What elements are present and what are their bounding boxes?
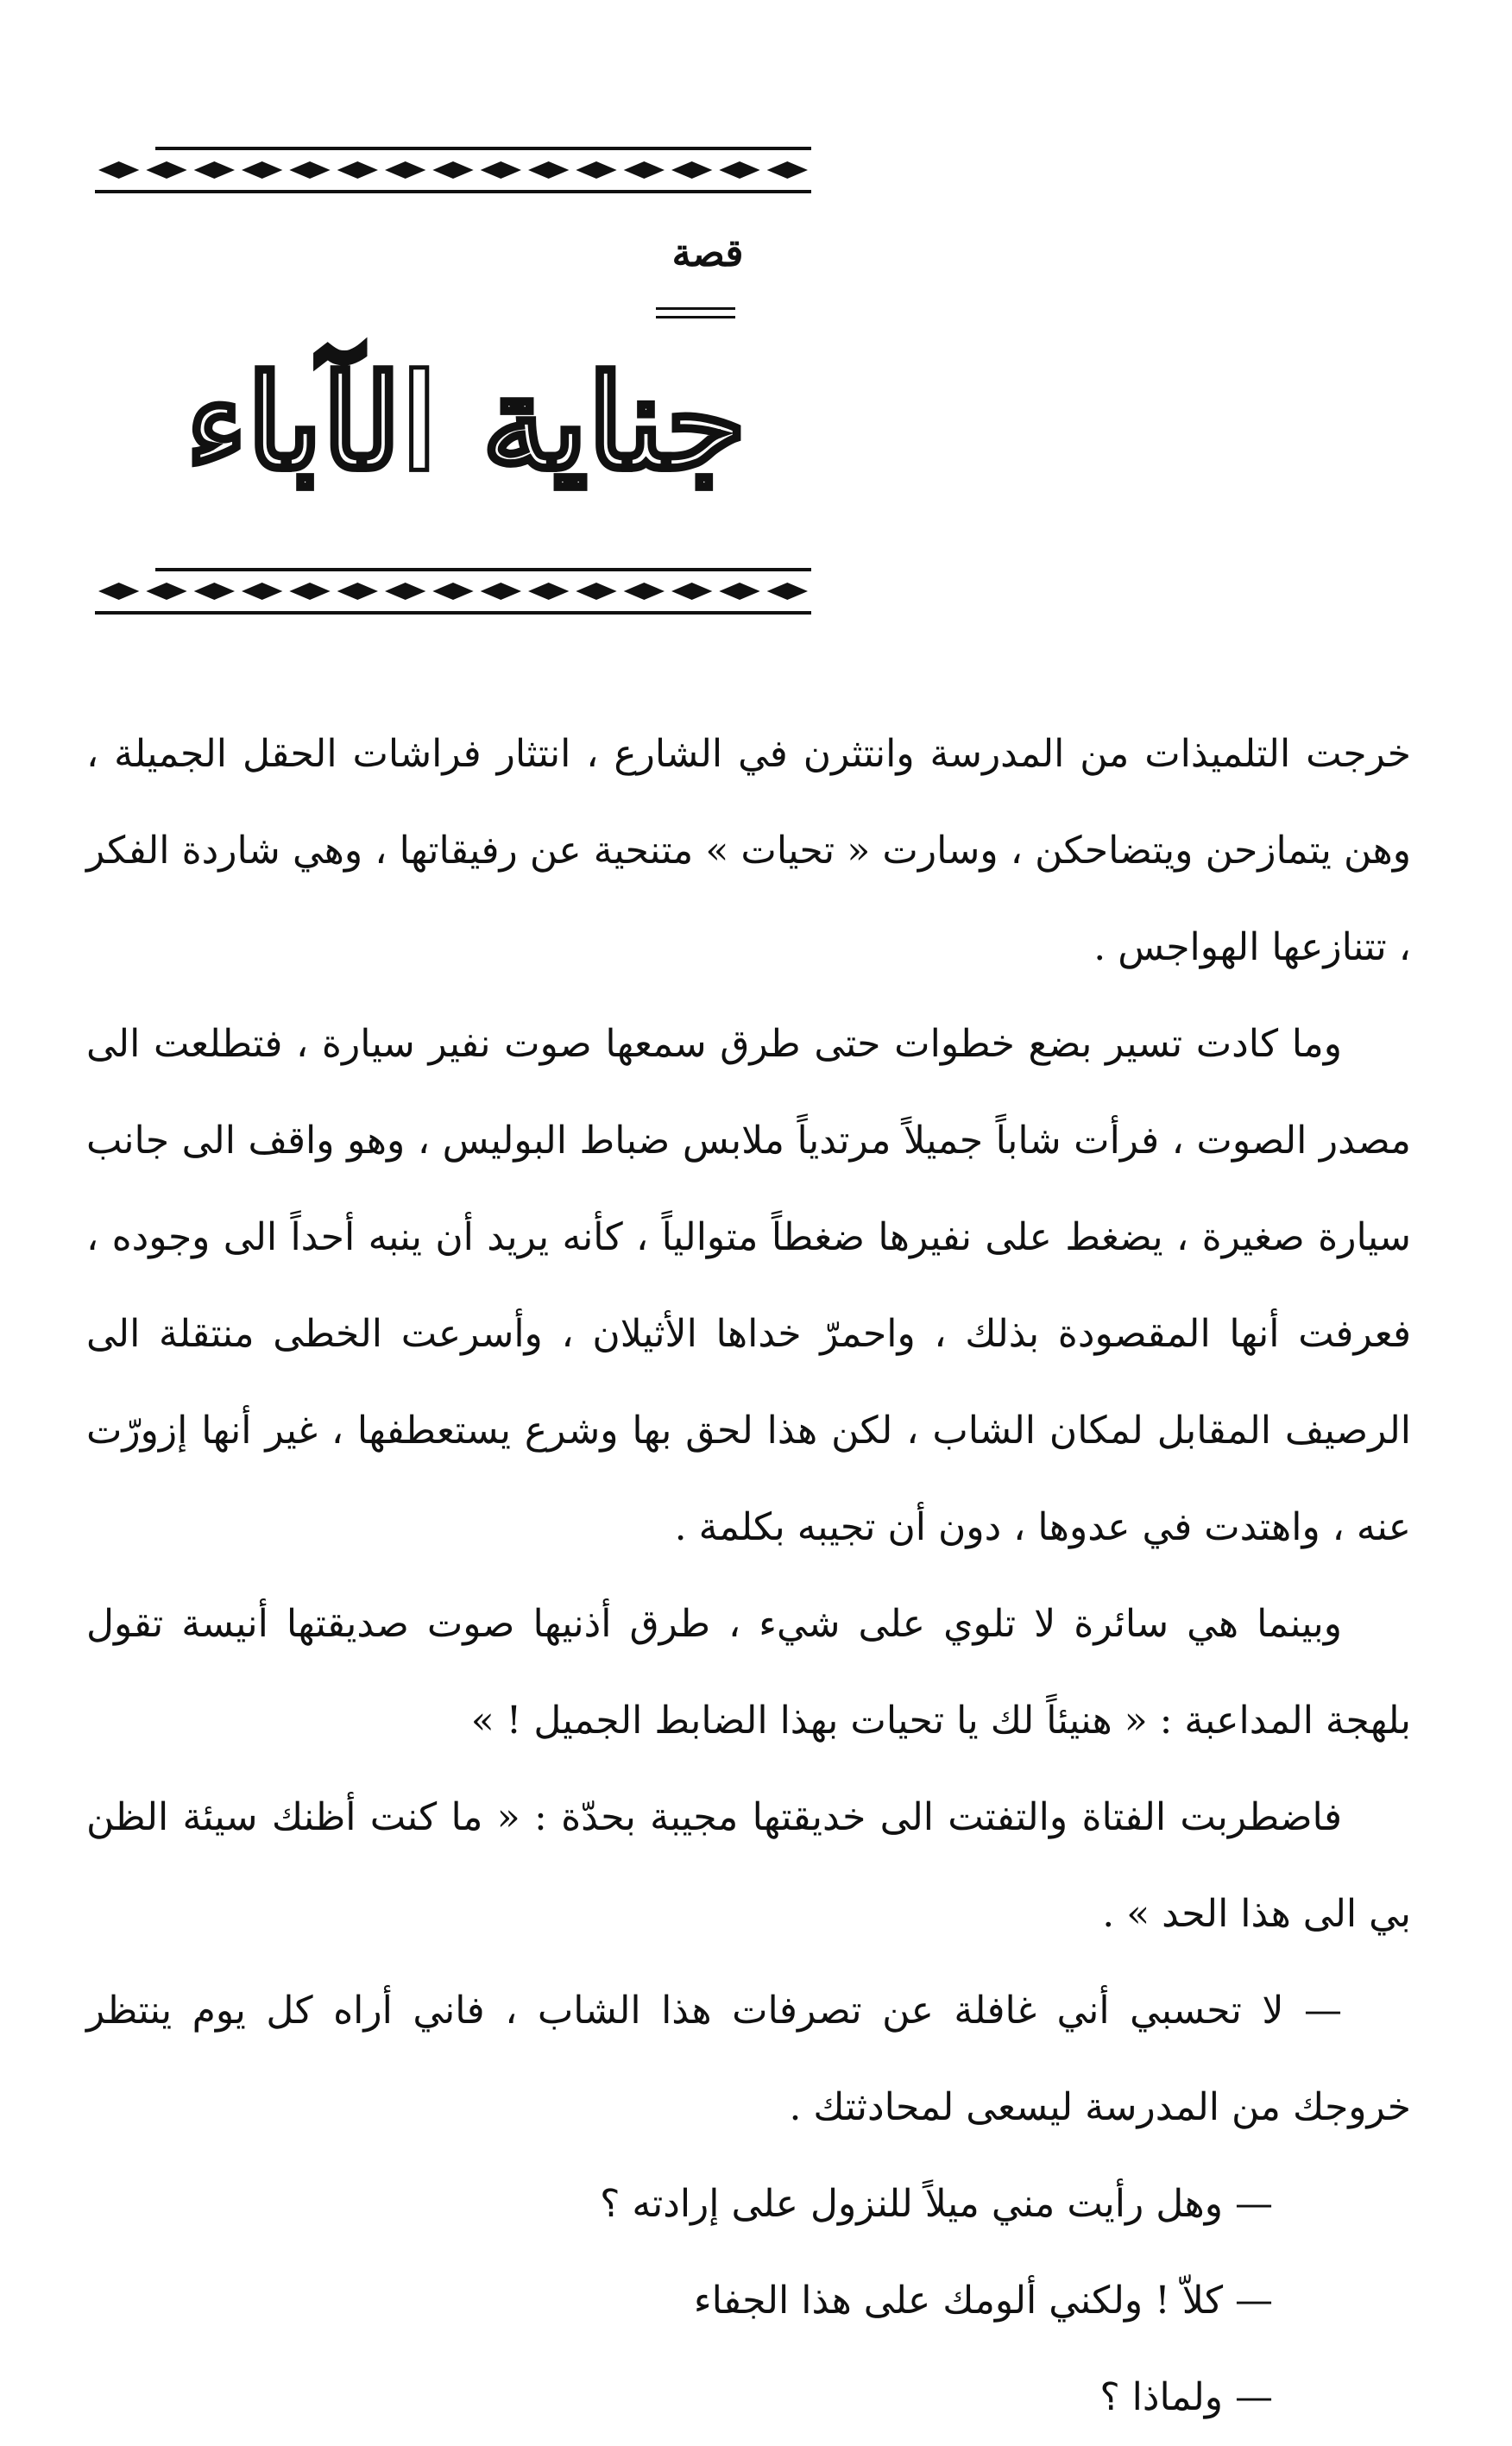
diamond-ornament (194, 161, 235, 179)
diamond-ornament (385, 161, 425, 179)
diamond-ornament (146, 161, 186, 179)
diamond-ornament (242, 583, 282, 600)
diamond-ornament (432, 583, 473, 600)
diamond-ornament (289, 161, 330, 179)
story-body (86, 706, 1411, 2446)
diamond-ornament (385, 583, 425, 600)
diamond-ornament (624, 161, 665, 179)
bottom-diamond-border (95, 580, 811, 602)
diamond-ornament (481, 161, 521, 179)
story-title: جناية الآباء (186, 347, 747, 499)
paragraph-5: — لا تحسبي أني غافلة عن تصرفات هذا الشاب ، فاني أراه كل يوم ينتظر خروجك من المدرسة ليسعى لمحادثتك . (86, 1989, 1411, 2129)
dialogue-line-2: — كلاّ ! ولكني ألومك على هذا الجفاء (693, 2279, 1273, 2323)
diamond-ornament (194, 583, 235, 600)
bottom-ornamental-rule (95, 568, 811, 623)
diamond-ornament (719, 161, 759, 179)
diamond-ornament (98, 161, 139, 179)
diamond-ornament (576, 161, 616, 179)
diamond-ornament (767, 161, 808, 179)
diamond-ornament (767, 583, 808, 600)
top-diamond-border (95, 159, 811, 181)
diamond-ornament (624, 583, 665, 600)
paragraph-4: فاضطربت الفتاة والتفتت الى خديقتها مجيبة بحدّة : « ما كنت أظنك سيئة الظن بي الى هذا الحد » . (86, 1795, 1411, 1936)
bottom-rule-line (155, 568, 811, 571)
diamond-ornament (528, 161, 569, 179)
paragraph-3: وبينما هي سائرة لا تلوي على شيء ، طرق أذنيها صوت صديقتها أنيسة تقول بلهجة المداعبة : « هنيئاً لك يا تحيات بهذا الضابط الجميل ! » (86, 1602, 1411, 1743)
diamond-ornament (719, 583, 759, 600)
diamond-ornament (337, 583, 378, 600)
dialogue-line-1: — وهل رأيت مني ميلاً للنزول على إرادته ؟ (600, 2182, 1273, 2226)
top-rule-line-lower (95, 190, 811, 193)
diamond-ornament (576, 583, 616, 600)
bottom-rule-line-lower (95, 611, 811, 615)
diamond-ornament (146, 583, 186, 600)
genre-underline (656, 307, 735, 325)
genre-label: قصة (671, 231, 744, 275)
top-rule-line (155, 147, 811, 150)
diamond-ornament (98, 583, 139, 600)
diamond-ornament (242, 161, 282, 179)
diamond-ornament (671, 583, 712, 600)
dialogue-line-3: — ولماذا ؟ (1099, 2375, 1273, 2419)
paragraph-2: وما كادت تسير بضع خطوات حتى طرق سمعها صوت نفير سيارة ، فتطلعت الى مصدر الصوت ، فرأت شاباً جميلاً مرتدياً ملابس ضباط البوليس ، وهو واقف الى جانب سيارة صغيرة ، يضغط على نفيرها ضغطاً متوالياً ، كأنه يريد أن ينبه أحداً الى وجوده ، فعرفت أنها المقصودة بذلك ، واحمرّ خداها الأثيلان ، وأسرعت الخطى منتقلة الى الرصيف المقابل لمكان الشاب ، لكن هذا لحق بها وشرع يستعطفها ، غير أنها إزورّت عنه ، واهتدت في عدوها ، دون أن تجيبه بكلمة . (86, 1022, 1411, 1549)
diamond-ornament (528, 583, 569, 600)
diamond-ornament (289, 583, 330, 600)
top-ornamental-rule (95, 147, 811, 202)
diamond-ornament (432, 161, 473, 179)
paragraph-1: خرجت التلميذات من المدرسة وانتثرن في الشارع ، انتثار فراشات الحقل الجميلة ، وهن يتمازحن ويتضاحكن ، وسارت « تحيات » متنحية عن رفيقاتها ، وهي شاردة الفكر ، تتنازعها الهواجس . (86, 732, 1411, 969)
diamond-ornament (337, 161, 378, 179)
diamond-ornament (481, 583, 521, 600)
diamond-ornament (671, 161, 712, 179)
